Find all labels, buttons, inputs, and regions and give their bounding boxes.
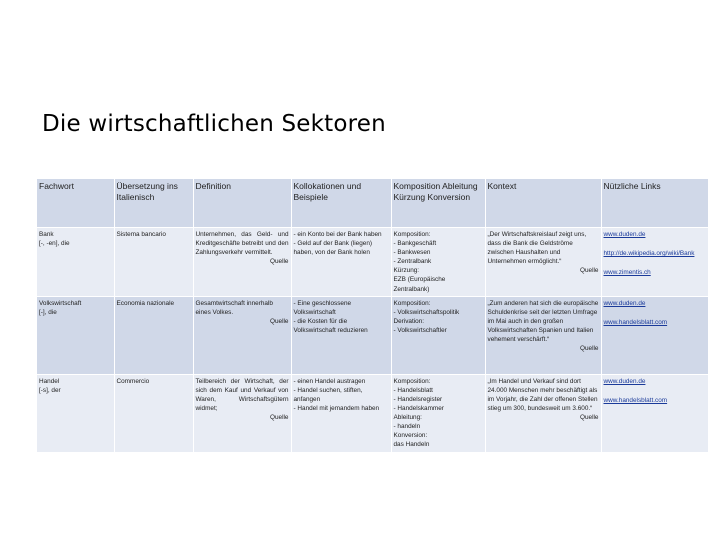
definition-source: Quelle <box>270 258 289 266</box>
composition-line: - Volkswirtschaftspolitik <box>393 308 460 316</box>
cell-komposition <box>391 296 485 374</box>
cell-komposition <box>391 374 485 452</box>
term-grammar: [-, -en], die <box>39 240 70 248</box>
cell-definition <box>193 296 291 374</box>
table-row <box>37 228 708 297</box>
term: Volkswirtschaft <box>39 299 82 307</box>
collocation: - Eine geschlossene Volkswirtschaft <box>293 299 352 316</box>
term: Handel <box>39 377 60 385</box>
vocabulary-table <box>37 179 709 453</box>
link-duden[interactable]: www.duden.de <box>603 231 646 238</box>
cell-kontext <box>485 374 601 452</box>
link-duden[interactable]: www.duden.de <box>603 299 646 307</box>
definition-source: Quelle <box>270 414 289 422</box>
cell-kontext <box>485 296 601 374</box>
cell-uebersetzung: Sistema bancario <box>114 228 193 297</box>
collocation: - Handel mit jemandem haben <box>293 404 380 412</box>
composition-line: Komposition: <box>393 377 431 385</box>
composition-line: Ableitung: <box>393 414 422 422</box>
header-kollokationen: Kollokationen und Beispiele <box>291 179 391 228</box>
context-quote: „Im Handel und Verkauf sind dort 24.000 Menschen mehr beschäftigt als im Vorjahr, die Zahl der offenen Stellen stieg um 300, bundesweit um 3.600.“ <box>487 377 598 412</box>
header-kontext: Kontext <box>485 179 601 228</box>
header-uebersetzung: Übersetzung ins Italienisch <box>114 179 193 228</box>
cell-kontext <box>485 228 601 297</box>
composition-line: - Bankwesen <box>393 249 431 257</box>
link-handelsblatt[interactable]: www.handelsblatt.com <box>603 396 668 404</box>
term-grammar: [-s], der <box>39 386 61 394</box>
collocation: - Handel suchen, stiften, anfangen <box>293 386 363 403</box>
cell-uebersetzung: Economia nazionale <box>114 296 193 374</box>
context-source: Quelle <box>580 345 599 353</box>
cell-fachwort <box>37 228 114 297</box>
context-quote: „Zum anderen hat sich die europäische Schuldenkrise seit der letzten Umfrage im Mai auch in den großen Volkswirtschaften Spanien und Italien vehement verschärft.“ <box>487 299 599 344</box>
cell-definition <box>193 228 291 297</box>
collocation: - die Kosten für die Volkswirtschaft reduzieren <box>293 317 368 334</box>
collocation: - Geld auf der Bank (liegen) haben, von der Bank holen <box>293 240 373 257</box>
definition-source: Quelle <box>270 317 289 325</box>
cell-kollokationen <box>291 296 391 374</box>
composition-line: Komposition: <box>393 231 431 238</box>
composition-line: das Handeln <box>393 441 430 449</box>
header-fachwort: Fachwort <box>37 179 114 228</box>
cell-uebersetzung: Commercio <box>114 374 193 452</box>
cell-komposition <box>391 228 485 297</box>
page-title: Die wirtschaftlichen Sektoren <box>42 111 386 137</box>
context-source: Quelle <box>580 414 599 422</box>
collocation: - einen Handel austragen <box>293 377 366 385</box>
composition-line: Kürzung: <box>393 267 420 275</box>
composition-line: - Bankgeschäft <box>393 240 437 248</box>
context-source: Quelle <box>580 267 599 275</box>
composition-line: - Zentralbank <box>393 258 432 266</box>
composition-line: - Volkswirtschaftler <box>393 326 447 334</box>
table-header-row <box>37 179 708 228</box>
term: Bank <box>39 231 54 238</box>
cell-links <box>601 296 708 374</box>
cell-definition <box>193 374 291 452</box>
composition-line: Derivation: <box>393 317 425 325</box>
header-komposition: Komposition Ableitung Kürzung Konversion <box>391 179 485 228</box>
table-row <box>37 296 708 374</box>
composition-line: - handeln <box>393 423 421 431</box>
link-zimentis[interactable]: www.zimentis.ch <box>603 269 651 277</box>
composition-line: Komposition: <box>393 299 431 307</box>
cell-fachwort <box>37 296 114 374</box>
composition-line: - Handelskammer <box>393 404 444 412</box>
term-grammar: [-], die <box>39 308 57 316</box>
composition-line: EZB (Europäische Zentralbank) <box>393 276 446 293</box>
cell-kollokationen <box>291 228 391 297</box>
definition-text: Unternehmen, das Geld- und Kreditgeschäfte betreibt und den Zahlungsverkehr vermittelt. <box>195 231 289 257</box>
definition-text: Gesamtwirtschaft innerhalb eines Volkes. <box>195 299 273 316</box>
header-definition: Definition <box>193 179 291 228</box>
link-handelsblatt[interactable]: www.handelsblatt.com <box>603 318 668 326</box>
cell-links <box>601 228 708 297</box>
cell-fachwort <box>37 374 114 452</box>
composition-line: - Handelsblatt <box>393 386 433 394</box>
header-links: Nützliche Links <box>601 179 708 228</box>
composition-line: - Handelsregister <box>393 395 443 403</box>
context-quote: „Der Wirtschaftskreislauf zeigt uns, dass die Bank die Geldströme zwischen Haushalten und Unternehmen ermöglicht.“ <box>487 231 587 266</box>
composition-line: Konversion: <box>393 432 428 440</box>
link-wikipedia[interactable]: http://de.wikipedia.org/wiki/Bank <box>603 250 695 258</box>
collocation: - ein Konto bei der Bank haben <box>293 231 382 238</box>
table-row <box>37 374 708 452</box>
cell-kollokationen <box>291 374 391 452</box>
definition-text: Teilbereich der Wirtschaft, der sich dem Kauf und Verkauf von Waren, Wirtschaftsgütern widmet; <box>195 377 289 412</box>
link-duden[interactable]: www.duden.de <box>603 377 646 385</box>
cell-links <box>601 374 708 452</box>
